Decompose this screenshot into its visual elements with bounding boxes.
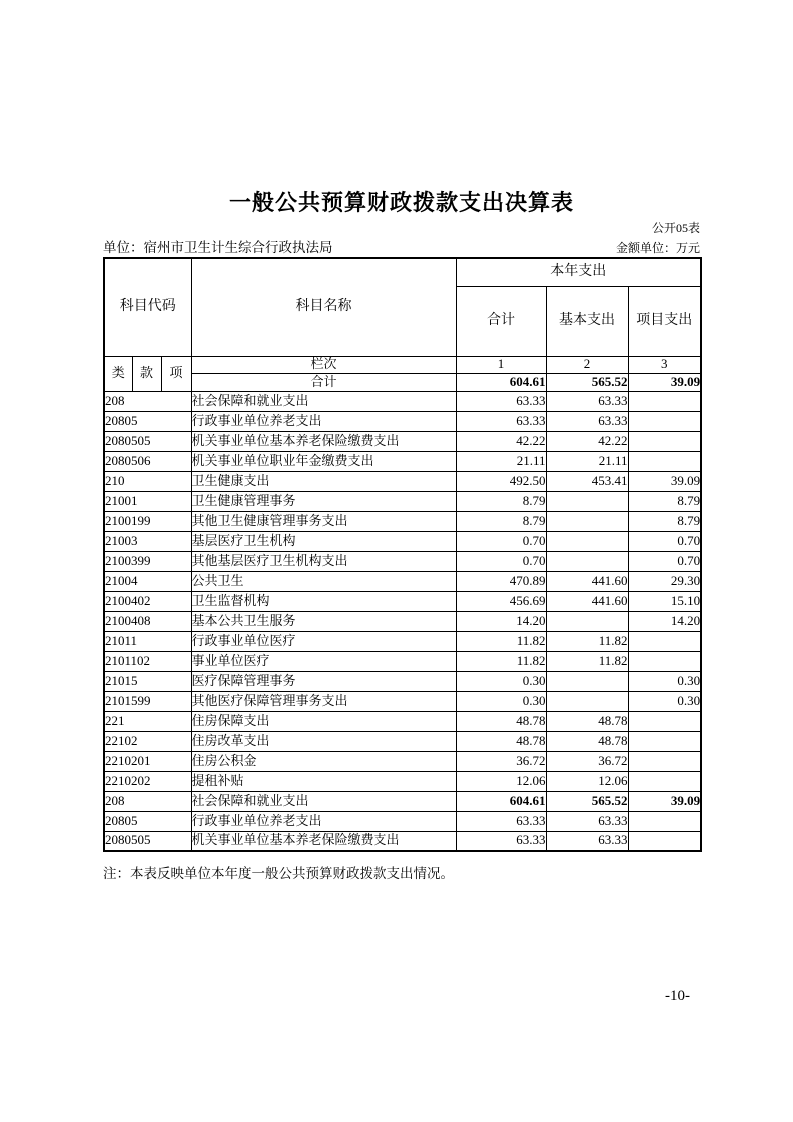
project-value-cell: 0.30 <box>628 691 701 711</box>
table-row <box>104 571 701 591</box>
column-index-1: 1 <box>456 356 546 373</box>
table-row <box>104 731 701 751</box>
basic-value-cell <box>546 611 628 631</box>
subject-name-cell: 其他医疗保障管理事务支出 <box>191 691 456 711</box>
subject-code-header: 科目代码 <box>104 258 191 356</box>
project-value-cell <box>628 631 701 651</box>
expenditure-table <box>103 257 702 852</box>
basic-value-cell: 48.78 <box>546 711 628 731</box>
section-header: 款 <box>132 356 161 391</box>
subject-name-cell: 住房改革支出 <box>191 731 456 751</box>
basic-expenditure-column-header: 基本支出 <box>546 286 628 356</box>
column-index-label: 栏次 <box>191 356 456 373</box>
subject-name-cell: 事业单位医疗 <box>191 651 456 671</box>
subject-code-cell: 2100399 <box>104 551 191 571</box>
subject-code-cell: 22102 <box>104 731 191 751</box>
total-value-cell: 63.33 <box>456 391 546 411</box>
subject-name-cell: 卫生健康管理事务 <box>191 491 456 511</box>
subject-code-cell: 21003 <box>104 531 191 551</box>
subject-code-cell: 2080505 <box>104 431 191 451</box>
total-value-cell: 492.50 <box>456 471 546 491</box>
total-value-cell: 63.33 <box>456 831 546 851</box>
table-row <box>104 831 701 851</box>
subject-code-cell: 2210202 <box>104 771 191 791</box>
subject-name-cell: 住房公积金 <box>191 751 456 771</box>
table-data-body <box>104 391 701 851</box>
amount-unit-label: 金额单位：万元 <box>615 241 700 255</box>
project-value-cell: 39.09 <box>628 471 701 491</box>
subject-name-cell: 公共卫生 <box>191 571 456 591</box>
basic-value-cell: 48.78 <box>546 731 628 751</box>
grand-total-project-value: 39.09 <box>628 373 701 391</box>
basic-value-cell: 565.52 <box>546 791 628 811</box>
subject-code-cell: 20805 <box>104 811 191 831</box>
project-value-cell: 0.30 <box>628 671 701 691</box>
table-row <box>104 511 701 531</box>
grand-total-row <box>104 373 701 391</box>
project-value-cell <box>628 651 701 671</box>
project-value-cell <box>628 771 701 791</box>
project-value-cell: 0.70 <box>628 531 701 551</box>
subject-code-cell: 21015 <box>104 671 191 691</box>
basic-value-cell <box>546 691 628 711</box>
subject-code-cell: 21001 <box>104 491 191 511</box>
project-expenditure-column-header: 项目支出 <box>628 286 701 356</box>
total-value-cell: 48.78 <box>456 731 546 751</box>
column-index-2: 2 <box>546 356 628 373</box>
table-row <box>104 471 701 491</box>
project-value-cell <box>628 731 701 751</box>
table-row <box>104 751 701 771</box>
table-row <box>104 631 701 651</box>
project-value-cell: 0.70 <box>628 551 701 571</box>
total-value-cell: 456.69 <box>456 591 546 611</box>
subject-name-cell: 机关事业单位基本养老保险缴费支出 <box>191 431 456 451</box>
table-row <box>104 531 701 551</box>
basic-value-cell: 36.72 <box>546 751 628 771</box>
project-value-cell: 8.79 <box>628 491 701 511</box>
total-value-cell: 11.82 <box>456 631 546 651</box>
project-value-cell <box>628 431 701 451</box>
subject-code-cell: 2101599 <box>104 691 191 711</box>
page-number: -10- <box>665 988 690 1004</box>
basic-value-cell: 11.82 <box>546 651 628 671</box>
grand-total-value: 604.61 <box>456 373 546 391</box>
basic-value-cell: 21.11 <box>546 451 628 471</box>
total-value-cell: 0.30 <box>456 671 546 691</box>
item-header: 项 <box>161 356 191 391</box>
total-value-cell: 8.79 <box>456 491 546 511</box>
total-value-cell: 63.33 <box>456 811 546 831</box>
subject-name-cell: 行政事业单位养老支出 <box>191 811 456 831</box>
project-value-cell <box>628 831 701 851</box>
basic-value-cell <box>546 511 628 531</box>
table-row <box>104 671 701 691</box>
subject-code-cell: 2100402 <box>104 591 191 611</box>
project-value-cell <box>628 451 701 471</box>
basic-value-cell <box>546 531 628 551</box>
table-row <box>104 451 701 471</box>
subject-code-cell: 210 <box>104 471 191 491</box>
basic-value-cell: 453.41 <box>546 471 628 491</box>
unit-label: 单位：宿州市卫生计生综合行政执法局 <box>103 240 333 255</box>
grand-total-label: 合计 <box>191 373 456 391</box>
subject-name-cell: 社会保障和就业支出 <box>191 791 456 811</box>
subject-name-cell: 其他基层医疗卫生机构支出 <box>191 551 456 571</box>
subject-code-cell: 2080506 <box>104 451 191 471</box>
basic-value-cell: 11.82 <box>546 631 628 651</box>
project-value-cell <box>628 411 701 431</box>
subject-code-cell: 2210201 <box>104 751 191 771</box>
project-value-cell <box>628 391 701 411</box>
total-value-cell: 11.82 <box>456 651 546 671</box>
table-row <box>104 551 701 571</box>
basic-value-cell <box>546 491 628 511</box>
subject-name-cell: 行政事业单位养老支出 <box>191 411 456 431</box>
subject-code-cell: 2100408 <box>104 611 191 631</box>
total-column-header: 合计 <box>456 286 546 356</box>
subject-code-cell: 2100199 <box>104 511 191 531</box>
subject-name-cell: 基层医疗卫生机构 <box>191 531 456 551</box>
table-caption-row <box>103 236 700 256</box>
subject-name-cell: 社会保障和就业支出 <box>191 391 456 411</box>
basic-value-cell: 63.33 <box>546 411 628 431</box>
subject-code-cell: 208 <box>104 791 191 811</box>
table-row <box>104 691 701 711</box>
subject-name-cell: 卫生健康支出 <box>191 471 456 491</box>
subject-code-cell: 2101102 <box>104 651 191 671</box>
total-value-cell: 14.20 <box>456 611 546 631</box>
subject-code-cell: 20805 <box>104 411 191 431</box>
basic-value-cell: 441.60 <box>546 591 628 611</box>
column-index-row <box>104 356 701 373</box>
project-value-cell <box>628 751 701 771</box>
basic-value-cell: 63.33 <box>546 811 628 831</box>
subject-name-cell: 基本公共卫生服务 <box>191 611 456 631</box>
total-value-cell: 48.78 <box>456 711 546 731</box>
basic-value-cell <box>546 551 628 571</box>
subject-name-cell: 提租补贴 <box>191 771 456 791</box>
subject-name-cell: 卫生监督机构 <box>191 591 456 611</box>
basic-value-cell: 63.33 <box>546 831 628 851</box>
table-row <box>104 431 701 451</box>
basic-value-cell: 42.22 <box>546 431 628 451</box>
total-value-cell: 63.33 <box>456 411 546 431</box>
total-value-cell: 21.11 <box>456 451 546 471</box>
subject-code-cell: 21004 <box>104 571 191 591</box>
table-row <box>104 411 701 431</box>
subject-code-cell: 208 <box>104 391 191 411</box>
basic-value-cell <box>546 671 628 691</box>
class-header: 类 <box>104 356 132 391</box>
total-value-cell: 0.70 <box>456 551 546 571</box>
table-row <box>104 391 701 411</box>
basic-value-cell: 441.60 <box>546 571 628 591</box>
subject-name-cell: 机关事业单位职业年金缴费支出 <box>191 451 456 471</box>
current-year-expenditure-header: 本年支出 <box>456 258 701 286</box>
total-value-cell: 42.22 <box>456 431 546 451</box>
basic-value-cell: 12.06 <box>546 771 628 791</box>
project-value-cell: 14.20 <box>628 611 701 631</box>
total-value-cell: 470.89 <box>456 571 546 591</box>
total-value-cell: 604.61 <box>456 791 546 811</box>
project-value-cell: 29.30 <box>628 571 701 591</box>
subject-name-cell: 医疗保障管理事务 <box>191 671 456 691</box>
table-row <box>104 591 701 611</box>
project-value-cell <box>628 711 701 731</box>
subject-code-cell: 221 <box>104 711 191 731</box>
form-number-label: 公开05表 <box>651 221 700 235</box>
subject-name-header: 科目名称 <box>191 258 456 356</box>
table-header-body <box>104 258 701 391</box>
table-row <box>104 711 701 731</box>
subject-name-cell: 住房保障支出 <box>191 711 456 731</box>
grand-total-basic-value: 565.52 <box>546 373 628 391</box>
table-row <box>104 491 701 511</box>
subject-code-cell: 2080505 <box>104 831 191 851</box>
project-value-cell <box>628 811 701 831</box>
basic-value-cell: 63.33 <box>546 391 628 411</box>
table-row <box>104 611 701 631</box>
total-value-cell: 0.30 <box>456 691 546 711</box>
total-value-cell: 8.79 <box>456 511 546 531</box>
total-value-cell: 36.72 <box>456 751 546 771</box>
project-value-cell: 8.79 <box>628 511 701 531</box>
page-title: 一般公共预算财政拨款支出决算表 <box>228 190 574 215</box>
subject-code-cell: 21011 <box>104 631 191 651</box>
subject-name-cell: 行政事业单位医疗 <box>191 631 456 651</box>
column-index-3: 3 <box>628 356 701 373</box>
project-value-cell: 39.09 <box>628 791 701 811</box>
table-row <box>104 811 701 831</box>
total-value-cell: 12.06 <box>456 771 546 791</box>
table-row <box>104 651 701 671</box>
total-value-cell: 0.70 <box>456 531 546 551</box>
table-note: 注：本表反映单位本年度一般公共预算财政拨款支出情况。 <box>103 866 454 881</box>
header-row-1 <box>104 258 701 286</box>
table-row <box>104 791 701 811</box>
subject-name-cell: 其他卫生健康管理事务支出 <box>191 511 456 531</box>
table-row <box>104 771 701 791</box>
subject-name-cell: 机关事业单位基本养老保险缴费支出 <box>191 831 456 851</box>
project-value-cell: 15.10 <box>628 591 701 611</box>
